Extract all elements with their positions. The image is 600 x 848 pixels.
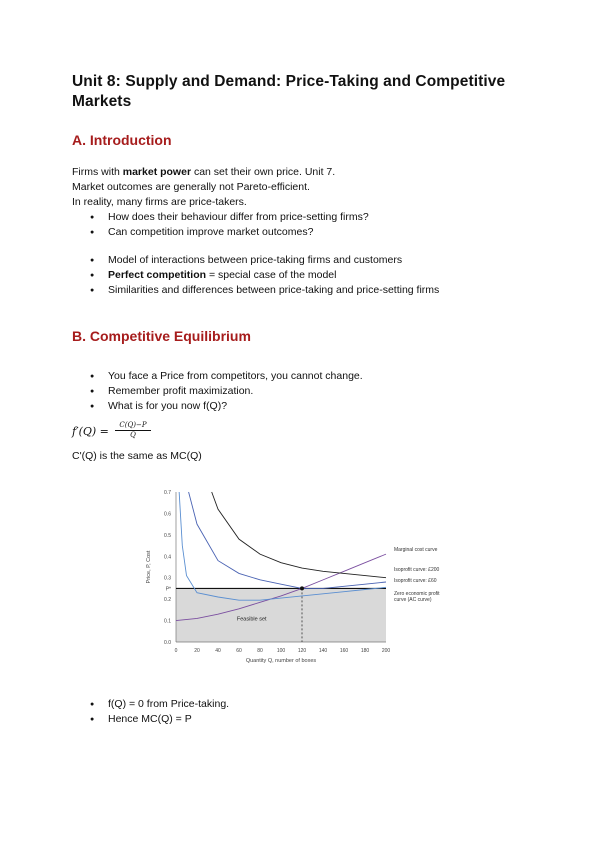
y-tick-label: 0.1 xyxy=(164,618,171,625)
y-tick-label: 0.2 xyxy=(164,597,171,604)
list-item: ● f(Q) = 0 from Price-taking. xyxy=(108,697,229,712)
list-item: ● Perfect competition = special case of the model xyxy=(108,268,336,283)
legend-entry: Marginal cost curve xyxy=(394,547,438,553)
paragraph-line: C'(Q) is the same as MC(Q) xyxy=(72,450,202,462)
x-tick-label: 80 xyxy=(257,648,263,654)
x-tick-label: 120 xyxy=(297,648,307,654)
y-tick-label: 0.3 xyxy=(164,575,171,582)
formula-denominator: Q xyxy=(130,431,136,439)
list-item: ● How does their behaviour differ from price-setting firms? xyxy=(108,210,369,225)
bold-term: market power xyxy=(122,166,192,178)
x-tick-label: 160 xyxy=(339,648,349,654)
x-tick-label: 180 xyxy=(360,648,370,654)
x-tick-label: 140 xyxy=(318,648,328,654)
y-tick-label: 0.7 xyxy=(164,490,171,496)
isoprofit-chart xyxy=(140,482,440,668)
legend-entry: Isoprofit curve: £60 xyxy=(394,578,437,584)
list-item: ● Similarities and differences between price-taking and price-setting firms xyxy=(108,283,439,298)
legend-entry: Isoprofit curve: £200 xyxy=(394,567,440,573)
x-tick-label: 40 xyxy=(215,648,221,654)
equilibrium-point xyxy=(300,586,304,590)
y-tick-label: P* xyxy=(165,586,171,593)
paragraph-line: Firms with market power can set their own price. Unit 7. xyxy=(72,166,336,178)
chart-legend xyxy=(394,547,440,603)
x-axis-label: Quantity Q, number of boxes xyxy=(245,658,317,664)
list-item: ● Hence MC(Q) = P xyxy=(108,712,192,727)
series-line-3 xyxy=(189,492,386,588)
x-tick-label: 0 xyxy=(174,648,178,654)
x-tick-label: 20 xyxy=(194,648,200,654)
section-b-heading: B. Competitive Equilibrium xyxy=(72,328,251,344)
y-tick-label: 0.4 xyxy=(164,554,171,561)
list-item: ● Model of interactions between price-taking firms and customers xyxy=(108,253,402,268)
formula-numerator: C(Q)−P xyxy=(115,421,151,431)
page-title: Unit 8: Supply and Demand: Price-Taking and Competitive Markets xyxy=(72,73,506,110)
formula-lhs: f′(Q) = xyxy=(72,425,109,438)
list-item: ● Remember profit maximization. xyxy=(108,384,253,399)
paragraph-line: In reality, many firms are price-takers. xyxy=(72,196,247,208)
section-a-heading: A. Introduction xyxy=(72,132,172,148)
y-axis-label: Price, P, Cost xyxy=(146,550,152,584)
x-tick-label: 200 xyxy=(381,648,391,654)
y-tick-label: 0.0 xyxy=(164,640,171,646)
legend-entry: Zero economic profit curve (AC curve) xyxy=(394,591,440,603)
y-tick-label: 0.6 xyxy=(164,511,171,518)
list-item: ● Can competition improve market outcomes? xyxy=(108,225,313,240)
list-item: ● What is for you now f(Q)? xyxy=(108,399,227,414)
x-tick-label: 60 xyxy=(236,648,242,654)
x-tick-label: 100 xyxy=(276,648,286,654)
bold-term: Perfect competition xyxy=(108,269,207,281)
feasible-set-label: Feasible set xyxy=(236,616,267,623)
feasible-set-area xyxy=(176,588,386,642)
list-item: ● You face a Price from competitors, you cannot change. xyxy=(108,369,363,384)
formula-fraction xyxy=(115,421,151,440)
y-tick-label: 0.5 xyxy=(164,532,171,539)
paragraph-line: Market outcomes are generally not Pareto-efficient. xyxy=(72,181,310,193)
